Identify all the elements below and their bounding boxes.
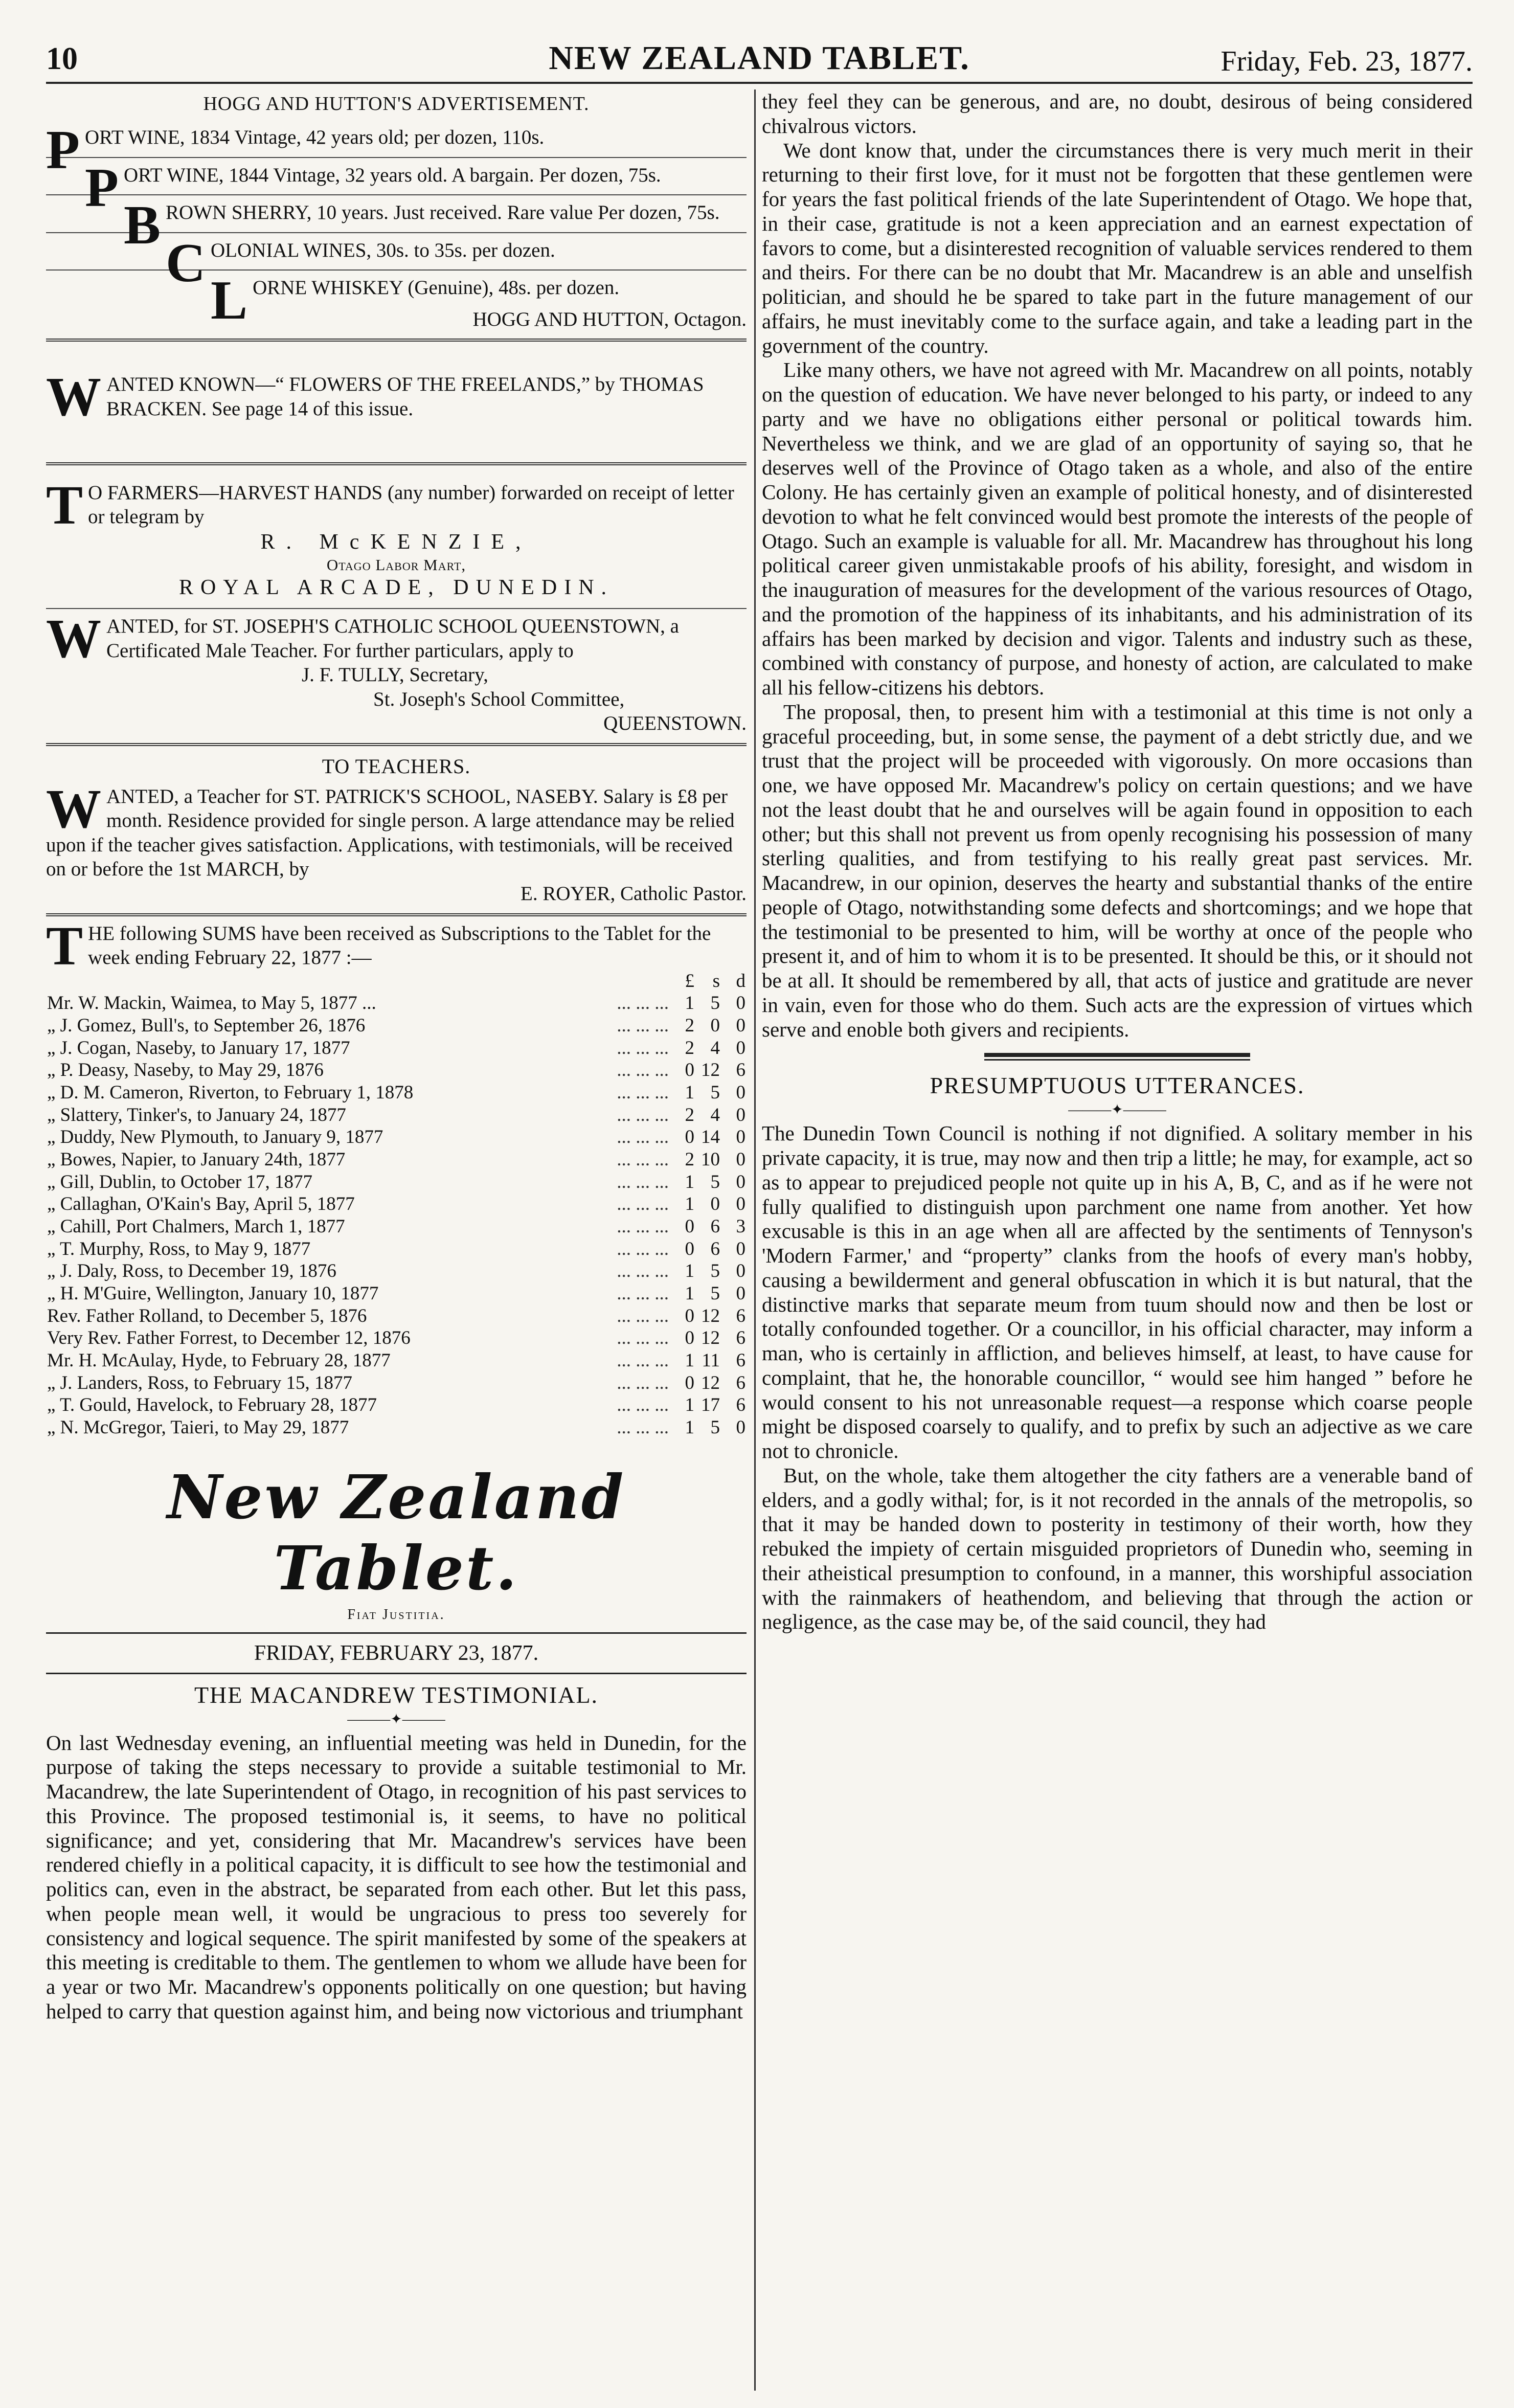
- cell-s: 5: [710, 1082, 720, 1104]
- cell-name: „ J. Cogan, Naseby, to January 17, 1877: [47, 1037, 350, 1059]
- table-row: [46, 1059, 747, 1082]
- cell-name: Mr. W. Mackin, Waimea, to May 5, 1877 ...: [47, 993, 376, 1014]
- ad-text: ANTED KNOWN—“ FLOWERS OF THE FREELANDS,” by THOMAS BRACKEN. See page 14 of this issue.: [106, 373, 704, 420]
- table-row: [46, 1282, 747, 1305]
- cell-l: 1: [685, 1282, 694, 1304]
- cell-d: 6: [736, 1060, 745, 1081]
- cell-l: 0: [685, 1216, 694, 1237]
- table-row: [46, 1104, 747, 1127]
- cell-d: 6: [736, 1327, 745, 1349]
- subscriptions-table: [46, 970, 747, 1439]
- cell-s: 4: [710, 1037, 720, 1059]
- cell-dots: ... ... ...: [617, 1327, 669, 1349]
- cell-s: 5: [710, 993, 720, 1014]
- cell-d: 0: [736, 993, 745, 1014]
- macandrew-body-left: [46, 1731, 747, 2024]
- ad-text: OLONIAL WINES, 30s. to 35s. per dozen.: [211, 239, 555, 261]
- table-row: [46, 1238, 747, 1261]
- cell-dots: ... ... ...: [617, 1171, 669, 1192]
- farmers-ad: [46, 465, 747, 609]
- cell-d: 0: [736, 1194, 745, 1215]
- cell-name: „ J. Gomez, Bull's, to September 26, 1876: [47, 1015, 366, 1037]
- cell-l: 0: [685, 1327, 694, 1349]
- farmers-name: R. McKENZIE,: [260, 530, 532, 554]
- cell-l: 0: [685, 1305, 694, 1326]
- cell-dots: ... ... ...: [617, 993, 669, 1014]
- cell-name: „ Gill, Dublin, to October 17, 1877: [47, 1171, 312, 1192]
- cell-l: 1: [685, 1171, 694, 1192]
- cell-name: „ Duddy, New Plymouth, to January 9, 1877: [47, 1127, 383, 1148]
- cell-d: 6: [736, 1349, 745, 1371]
- cell-l: 1: [685, 1194, 694, 1215]
- cell-s: 12: [701, 1372, 720, 1393]
- cell-dots: ... ... ...: [617, 1127, 669, 1148]
- cell-s: 5: [710, 1282, 720, 1304]
- cell-l: 0: [685, 1238, 694, 1259]
- ad-text: ORNE WHISKEY (Genuine), 48s. per dozen.: [253, 277, 620, 299]
- paragraph: But, on the whole, take them altogether the city fathers are a venerable band of elders, and a godly withal; for, is it not recorded in the annals of the metropolis, so that it may be handed down to posterity in testimony of their worth, how they rebuked the impiety of certain misguided proprietors of Dunedin who, seeming in their atheistical presumption to confound, in a manner, this worshipful association with the rainmakers of heathendom, and believing that through the action or negligence, as the case may be, of the said council, they had: [762, 1463, 1473, 1634]
- drop-cap: B: [123, 195, 161, 256]
- section-rule: [984, 1053, 1250, 1061]
- subscriptions: [46, 916, 747, 1446]
- drop-cap: T: [46, 915, 83, 977]
- cell-d: 0: [736, 1171, 745, 1192]
- cell-d: 0: [736, 1416, 745, 1438]
- cell-dots: ... ... ...: [617, 1082, 669, 1104]
- ornament: ———✦———: [1068, 1102, 1166, 1118]
- cell-d: 0: [736, 1037, 745, 1059]
- drop-cap: C: [166, 232, 206, 294]
- cell-dots: ... ... ...: [617, 1372, 669, 1393]
- cell-s: 0: [710, 1015, 720, 1037]
- cell-l: 0: [685, 1060, 694, 1081]
- cell-s: 12: [701, 1327, 720, 1349]
- teachers-signature: E. ROYER, Catholic Pastor.: [521, 883, 747, 905]
- hogg-item-5: [46, 271, 747, 342]
- paper-title: NEW ZEALAND TABLET.: [549, 39, 970, 77]
- ornament: ———✦———: [347, 1711, 445, 1727]
- cell-name: „ T. Murphy, Ross, to May 9, 1877: [47, 1238, 311, 1259]
- cell-dots: ... ... ...: [617, 1216, 669, 1237]
- cell-l: 2: [685, 1104, 694, 1126]
- cell-l: 2: [685, 1015, 694, 1037]
- cell-name: „ N. McGregor, Taieri, to May 29, 1877: [47, 1416, 349, 1438]
- cell-l: 1: [685, 1394, 694, 1416]
- teachers-heading: TO TEACHERS.: [322, 754, 471, 778]
- table-row: [46, 1171, 747, 1194]
- cell-name: „ Bowes, Napier, to January 24th, 1877: [47, 1149, 346, 1171]
- col-shillings: s: [712, 970, 720, 992]
- cell-l: 2: [685, 1149, 694, 1171]
- cell-d: 0: [736, 1015, 745, 1037]
- cell-dots: ... ... ...: [617, 1416, 669, 1438]
- cell-s: 14: [701, 1127, 720, 1148]
- cell-d: 0: [736, 1082, 745, 1104]
- cell-dots: ... ... ...: [617, 1060, 669, 1081]
- cell-dots: ... ... ...: [617, 1349, 669, 1371]
- presumptuous-title: PRESUMPTUOUS UTTERANCES.: [930, 1072, 1305, 1099]
- cell-s: 4: [710, 1104, 720, 1126]
- cell-dots: ... ... ...: [617, 1305, 669, 1326]
- cell-dots: ... ... ...: [617, 1149, 669, 1171]
- st-joseph-ad: [46, 609, 747, 746]
- cell-d: 6: [736, 1305, 745, 1326]
- macandrew-body-right: [762, 89, 1473, 1042]
- cell-s: 0: [710, 1194, 720, 1215]
- table-row: [46, 1149, 747, 1171]
- ad-text: ROWN SHERRY, 10 years. Just received. Rare value Per dozen, 75s.: [166, 201, 720, 224]
- page-number: 10: [46, 41, 78, 76]
- cell-d: 6: [736, 1394, 745, 1416]
- cell-name: „ H. M'Guire, Wellington, January 10, 1877: [47, 1282, 379, 1304]
- table-row: [46, 1349, 747, 1372]
- cell-l: 0: [685, 1127, 694, 1148]
- masthead-title: New Zealand Tablet.: [167, 1461, 626, 1604]
- paragraph: The Dunedin Town Council is nothing if not dignified. A solitary member in his private capacity, it is true, may now and then trip a little; he may, for example, act so as to appear to prejudiced people not quite up in his A, B, C, and as if he were not fully qualified to distinguish upon parchment one name from another. Yet how excusable is this in an age when all are affected by the sentiments of Tennyson's 'Modern Farmer,' and “property” clanks from the hoofs of every man's hobby, causing a bewilderment and general obfuscation in which it is but natural, that the distinctive marks that separate meum from tuum should now and then be lost or totally confounded together. Or a councillor, in his official character, may inform a man, who is certainly in affliction, and believes himself, at least, to have cause for complaint, that he, the honorable councillor, “ would see him hanged ” before he would consent to his not unreasonable request—a response which coarse people might be disposed coarsely to qualify, and to prefix by such an adjective as we care not to chronicle.: [762, 1121, 1473, 1462]
- cell-name: Mr. H. McAulay, Hyde, to February 28, 1877: [47, 1349, 391, 1371]
- table-row: [46, 1082, 747, 1104]
- subs-header-row: [46, 970, 747, 993]
- st-joseph-sig-1: J. F. TULLY, Secretary,: [302, 664, 488, 686]
- cell-d: 0: [736, 1261, 745, 1282]
- cell-dots: ... ... ...: [617, 1194, 669, 1215]
- cell-dots: ... ... ...: [617, 1037, 669, 1059]
- cell-name: Very Rev. Father Forrest, to December 12, 1876: [47, 1327, 411, 1349]
- cell-s: 12: [701, 1305, 720, 1326]
- drop-cap: T: [46, 475, 83, 536]
- left-column: [46, 89, 747, 2024]
- hogg-signature: HOGG AND HUTTON, Octagon.: [472, 308, 747, 330]
- cell-d: 0: [736, 1127, 745, 1148]
- macandrew-title: THE MACANDREW TESTIMONIAL.: [194, 1681, 599, 1708]
- cell-l: 1: [685, 1082, 694, 1104]
- cell-l: 1: [685, 1349, 694, 1371]
- paragraph: We dont know that, under the circumstances there is very much merit in their returning to their first love, for it must not be forgotten that these gentlemen were for years the fast political friends of the late Superintendent of Otago. We hope that, in their case, gratitude is not a keen appreciation and an earnest expectation of favors to come, but a disinterested recognition of valuable services rendered to them and theirs. For there can be no doubt that Mr. Macandrew is an able and unselfish politician, and should he be spared to take part in the future management of our affairs, he must inevitably come to the surface again, and take a leading part in the government of the country.: [762, 138, 1473, 357]
- table-row: [46, 1416, 747, 1439]
- cell-dots: ... ... ...: [617, 1104, 669, 1126]
- hogg-heading: HOGG AND HUTTON'S ADVERTISEMENT.: [203, 93, 590, 115]
- issue-date: Friday, Feb. 23, 1877.: [1221, 46, 1473, 77]
- cell-s: 5: [710, 1416, 720, 1438]
- ad-text: O FARMERS—HARVEST HANDS (any number) forwarded on receipt of letter or telegram by: [88, 481, 734, 528]
- col-pence: d: [736, 970, 745, 992]
- masthead-date: FRIDAY, FEBRUARY 23, 1877.: [46, 1632, 747, 1674]
- flowers-ad: [46, 342, 747, 465]
- cell-d: 0: [736, 1104, 745, 1126]
- ad-text: ANTED, a Teacher for ST. PATRICK'S SCHOOL, NASEBY. Salary is £8 per month. Residence provided for single person. A large attendance may be relied upon if the teacher gives satisfaction. Applications, with testimonials, will be received on or before the 1st MARCH, by: [46, 785, 735, 881]
- ad-text: ANTED, for ST. JOSEPH'S CATHOLIC SCHOOL QUEENSTOWN, a Certificated Male Teacher. For further particulars, apply to: [106, 615, 679, 662]
- cell-s: 6: [710, 1216, 720, 1237]
- table-row: [46, 1015, 747, 1037]
- cell-s: 5: [710, 1261, 720, 1282]
- st-joseph-sig-2: St. Joseph's School Committee,: [373, 688, 625, 710]
- column-divider: [754, 89, 756, 2391]
- cell-d: 3: [736, 1216, 745, 1237]
- ad-text: ORT WINE, 1844 Vintage, 32 years old. A bargain. Per dozen, 75s.: [123, 164, 661, 186]
- table-row: [46, 992, 747, 1015]
- ad-text: ORT WINE, 1834 Vintage, 42 years old; per dozen, 110s.: [84, 126, 545, 148]
- cell-l: 0: [685, 1372, 694, 1393]
- table-row: [46, 1216, 747, 1238]
- cell-s: 10: [701, 1149, 720, 1171]
- cell-dots: ... ... ...: [617, 1015, 669, 1037]
- cell-name: „ J. Landers, Ross, to February 15, 1877: [47, 1372, 353, 1393]
- cell-dots: ... ... ...: [617, 1261, 669, 1282]
- cell-d: 0: [736, 1238, 745, 1259]
- cell-l: 2: [685, 1037, 694, 1059]
- cell-d: 6: [736, 1372, 745, 1393]
- table-row: [46, 1260, 747, 1282]
- cell-dots: ... ... ...: [617, 1282, 669, 1304]
- cell-s: 11: [702, 1349, 720, 1371]
- table-row: [46, 1305, 747, 1327]
- paragraph: Like many others, we have not agreed with Mr. Macandrew on all points, notably on the question of education. We have never belonged to his party, or indeed to any party and we have no obligations either personal or political towards him. Nevertheless we think, and we are glad of an opportunity of saying so, that he deserves well of the Province of Otago taken as a whole, and also of the entire Colony. He has certainly given an example of political honesty, and of disinterested devotion to what he felt convinced would best promote the interests of the people of Otago. Such an example is valuable for all. Mr. Macandrew has throughout his long political career given unmistakable proofs of his ability, foresight, and wisdom in the inauguration of measures for the development of the various resources of Otago, and the promotion of the happiness of its inhabitants, and his administration of its affairs has been marked by decision and vigor. Talents and industry such as these, combined with constancy of purpose, and honesty of action, are calculated to make all his fellow-citizens his debtors.: [762, 358, 1473, 699]
- paragraph: they feel they can be generous, and are, no doubt, desirous of being considered chivalrous victors.: [762, 89, 1473, 138]
- cell-l: 1: [685, 1261, 694, 1282]
- paragraph: The proposal, then, to present him with a testimonial at this time is not only a graceful proceeding, but, in some sense, the payment of a debt strictly due, and we trust that the project will be proceeded with vigorously. On more occasions than one, we have opposed Mr. Macandrew's policy on certain questions; and we have not the least doubt that he and ourselves will be again found in opposition to each other; but this shall not prevent us from openly recognising his possession of many sterling qualities, and from testifying to his really great past services. Mr. Macandrew, in our opinion, deserves the hearty and substantial thanks of the entire people of Otago, notwithstanding some defects and shortcomings; and we hope that the testimonial to be presented to him, will be worthy at once of the people who present it, and of him to whom it is to be presented. It should be this, or it should not be at all. It should be remembered by all, that acts of justice and gratitude are never in vain, even for those who do them. Such acts are the expression of virtues which serve and enoble both givers and recipients.: [762, 700, 1473, 1041]
- cell-name: „ Callaghan, O'Kain's Bay, April 5, 1877: [47, 1194, 355, 1215]
- table-row: [46, 1126, 747, 1149]
- page-header: [46, 36, 1473, 84]
- masthead-motto: Fiat Justitia.: [347, 1606, 445, 1623]
- right-column: [762, 89, 1473, 1634]
- cell-dots: ... ... ...: [617, 1394, 669, 1416]
- drop-cap: W: [46, 367, 101, 428]
- table-row: [46, 1193, 747, 1216]
- cell-name: „ Cahill, Port Chalmers, March 1, 1877: [47, 1216, 345, 1237]
- cell-name: „ Slattery, Tinker's, to January 24, 1877: [47, 1104, 346, 1126]
- cell-s: 5: [710, 1171, 720, 1192]
- cell-dots: ... ... ...: [617, 1238, 669, 1259]
- cell-name: „ T. Gould, Havelock, to February 28, 1877: [47, 1394, 377, 1416]
- farmers-address: ROYAL ARCADE, DUNEDIN.: [178, 575, 614, 599]
- drop-cap: W: [46, 609, 101, 670]
- cell-name: „ J. Daly, Ross, to December 19, 1876: [47, 1261, 336, 1282]
- drop-cap: P: [84, 157, 119, 218]
- cell-l: 1: [685, 993, 694, 1014]
- table-row: [46, 1372, 747, 1394]
- st-joseph-sig-3: QUEENSTOWN.: [603, 712, 747, 735]
- cell-d: 0: [736, 1149, 745, 1171]
- cell-name: „ P. Deasy, Naseby, to May 29, 1876: [47, 1060, 324, 1081]
- cell-s: 12: [701, 1060, 720, 1081]
- cell-l: 1: [685, 1416, 694, 1438]
- teachers-ad: [46, 746, 747, 916]
- cell-s: 6: [710, 1238, 720, 1259]
- drop-cap: L: [211, 270, 248, 331]
- subs-intro: HE following SUMS have been received as Subscriptions to the Tablet for the week ending February 22, 1877 :—: [88, 922, 711, 969]
- presumptuous-body: [762, 1121, 1473, 1634]
- cell-d: 0: [736, 1282, 745, 1304]
- drop-cap: W: [46, 778, 101, 840]
- drop-cap: P: [46, 120, 80, 181]
- table-row: [46, 1327, 747, 1349]
- farmers-sub: Otago Labor Mart,: [326, 556, 466, 574]
- table-row: [46, 1037, 747, 1060]
- cell-s: 17: [701, 1394, 720, 1416]
- col-pounds: £: [685, 970, 694, 992]
- cell-name: Rev. Father Rolland, to December 5, 1876: [47, 1305, 367, 1326]
- paragraph: On last Wednesday evening, an influential meeting was held in Dunedin, for the purpose of taking the steps necessary to provide a suitable testimonial to Mr. Macandrew, the late Superintendent of Otago, in recognition of his past services to this Province. The proposed testimonial is, it seems, to have no political significance; and yet, considering that Mr. Macandrew's services have been rendered chiefly in a political capacity, it is difficult to see how the testimonial and politics can, even in the abstract, be separated from each other. But let this pass, when people mean well, it would be ungracious to press too severely for consistency and logical sequence. The spirit manifested by some of the speakers at this meeting is creditable to them. The gentlemen to whom we allude have been for a year or two Mr. Macandrew's opponents politically on one question; but having helped to carry that question against him, and being now victorious and triumphant: [46, 1730, 747, 2023]
- cell-name: „ D. M. Cameron, Riverton, to February 1, 1878: [47, 1082, 414, 1104]
- table-row: [46, 1394, 747, 1416]
- hogg-hutton-ad: [46, 93, 747, 342]
